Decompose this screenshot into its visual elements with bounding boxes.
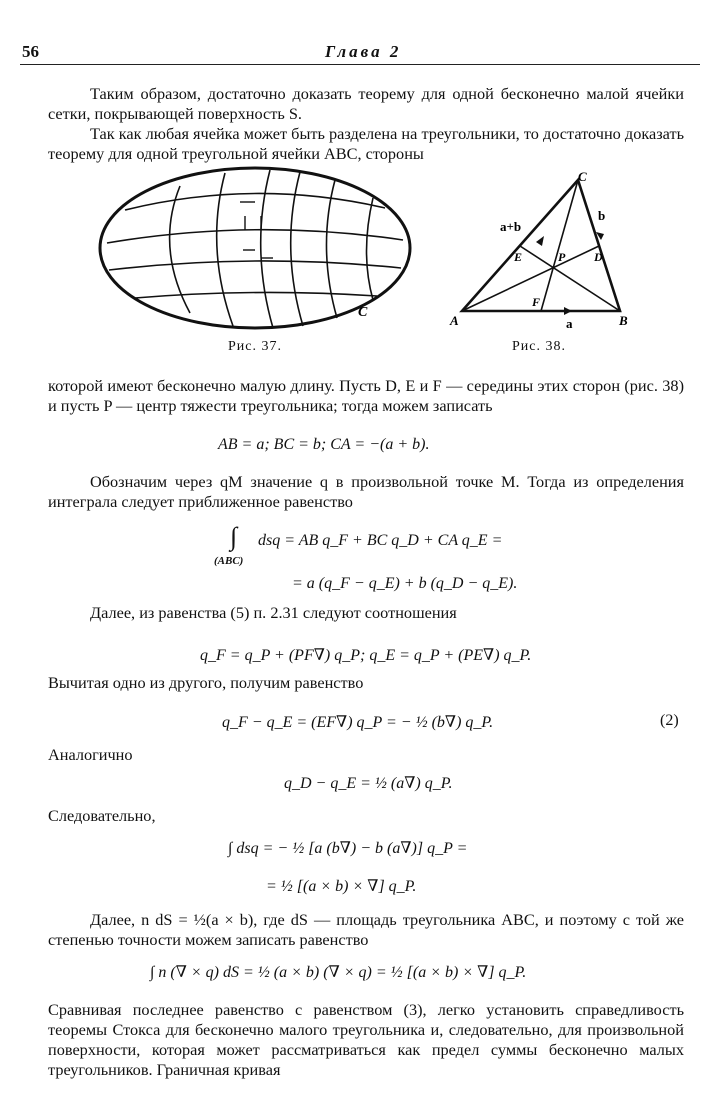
paragraph-8: Следовательно, — [48, 806, 156, 825]
fig38-side-b: b — [598, 208, 606, 223]
paragraph-7: Аналогично — [48, 745, 133, 764]
fig38-label-f: F — [532, 295, 541, 309]
equation-6-line-1: ∫ dsq = − ½ [a (b∇) − b (a∇)] q_P = — [228, 840, 468, 857]
equation-5: q_D − q_E = ½ (a∇) q_P. — [284, 775, 453, 792]
fig38-caption: Рис. 38. — [512, 339, 566, 354]
equation-3: q_F = q_P + (PF∇) q_P; q_E = q_P + (PE∇) q_P. — [200, 647, 532, 664]
fig37-caption: Рис. 37. — [228, 339, 282, 354]
equation-6-line-2: = ½ [(a × b) × ∇] q_P. — [266, 878, 417, 895]
equation-2-line-1: dsq = AB q_F + BC q_D + CA q_E = — [258, 532, 503, 549]
fig38-side-ab: a+b — [500, 219, 522, 234]
page-number: 56 — [22, 42, 39, 61]
figure-38 — [448, 168, 638, 333]
equation-1: AB = a; BC = b; CA = −(a + b). — [218, 436, 430, 453]
equation-number-2: (2) — [660, 712, 679, 729]
fig38-label-c: C — [578, 169, 587, 184]
paragraph-4: Обозначим через qM значение q в произвольной точке M. Тогда из определения интеграла следует приближенное равенство — [48, 472, 684, 511]
fig38-label-b: B — [619, 313, 628, 328]
fig38-label-p: P — [558, 250, 566, 264]
header-rule — [20, 64, 700, 65]
figure-37 — [85, 158, 430, 338]
paragraph-10: Сравнивая последнее равенство с равенством (3), легко установить справедливость теоремы Стокса для бесконечно малого треугольника и, следовательно, для произвольной поверхности, которая может рассматриваться как предел суммы бесконечно малых треугольников. Граничная кривая — [48, 1000, 684, 1079]
paragraph-1: Таким образом, достаточно доказать теорему для одной бесконечно малой ячейки сетки, покрывающей поверхность S. — [48, 84, 684, 123]
paragraph-9: Далее, n dS = ½(a × b), где dS — площадь треугольника ABC, и поэтому с той же степенью точности можем записать равенство — [48, 910, 684, 949]
equation-4: q_F − q_E = (EF∇) q_P = − ½ (b∇) q_P. — [222, 714, 494, 731]
fig37-label-c: C — [358, 305, 368, 320]
paragraph-5: Далее, из равенства (5) п. 2.31 следуют соотношения — [90, 603, 457, 622]
paragraph-3: которой имеют бесконечно малую длину. Пусть D, E и F — середины этих сторон (рис. 38) и пусть P — центр тяжести треугольника; тогда можем записать — [48, 376, 684, 415]
equation-7: ∫ n (∇ × q) dS = ½ (a × b) (∇ × q) = ½ [(a × b) × ∇] q_P. — [150, 964, 527, 981]
fig38-side-a: a — [566, 316, 573, 331]
paragraph-2: Так как любая ячейка может быть разделена на треугольники, то достаточно доказать теорему для одной треугольной ячейки ABC, стороны — [48, 124, 684, 163]
fig38-label-e: E — [514, 250, 523, 264]
fig38-label-d: D — [594, 250, 603, 264]
integral-sign-1: ∫ — [230, 522, 238, 551]
paragraph-6: Вычитая одно из другого, получим равенство — [48, 673, 364, 692]
equation-2-line-2: = a (q_F − q_E) + b (q_D − q_E). — [292, 575, 518, 592]
fig38-label-a: A — [450, 313, 459, 328]
chapter-title: Глава 2 — [325, 42, 402, 61]
integral-subscript: (ABC) — [214, 555, 244, 567]
